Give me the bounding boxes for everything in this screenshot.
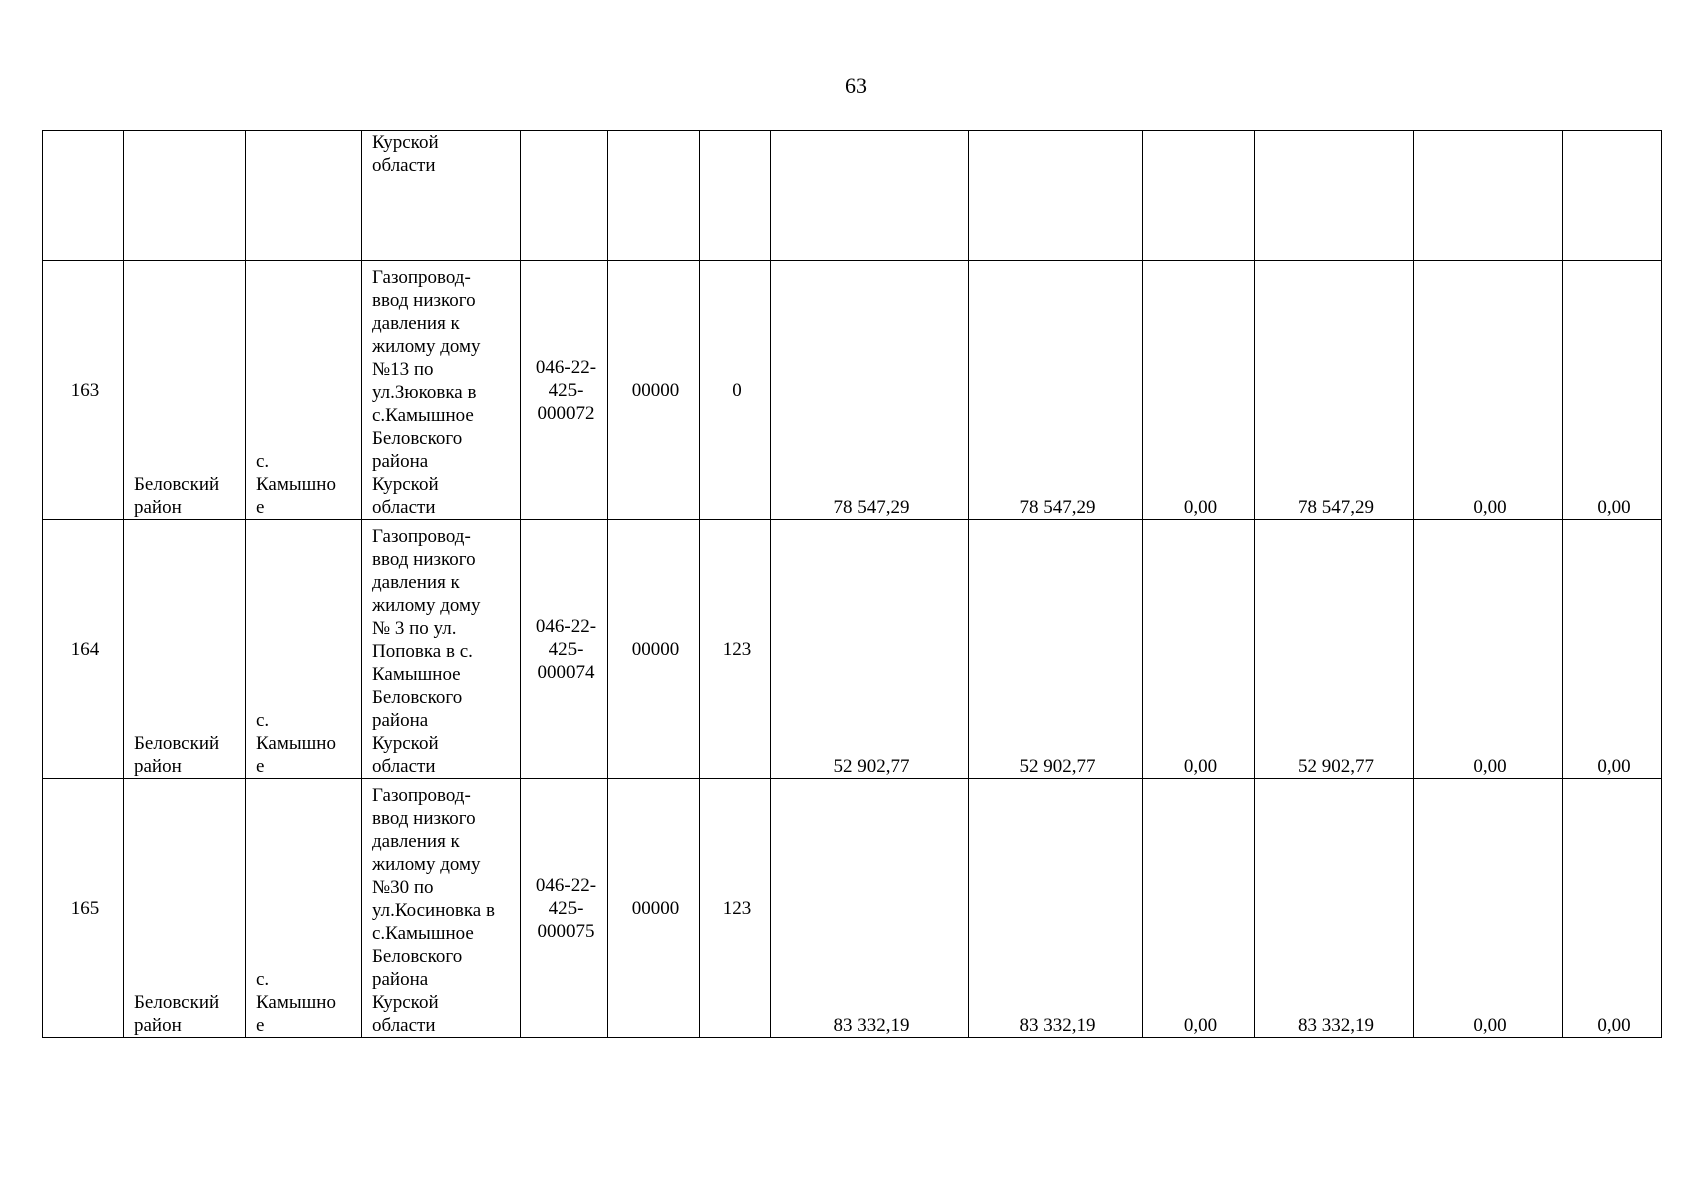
- cell-code: [521, 779, 608, 1038]
- cell-col6: 00000: [608, 779, 700, 1038]
- cell-num: 163: [43, 261, 124, 520]
- cell-object-name: [362, 261, 521, 520]
- cell-col7: 123: [700, 779, 771, 1038]
- cell-settlement: [246, 131, 362, 261]
- table-row: [43, 779, 1662, 1038]
- cell-object-name: [362, 131, 521, 261]
- cell-value-1: 78 547,29: [771, 261, 969, 520]
- cell-value-4: 83 332,19: [1255, 779, 1414, 1038]
- settlement-text: с. Камышно е: [256, 710, 336, 777]
- cell-settlement: [246, 779, 362, 1038]
- cell-settlement: [246, 261, 362, 520]
- code-text: 046-22- 425- 000074: [535, 615, 597, 683]
- cell-settlement: [246, 520, 362, 779]
- code-text: 046-22- 425- 000072: [535, 356, 597, 424]
- cell-value-5: 0,00: [1414, 261, 1563, 520]
- cell-district: [124, 520, 246, 779]
- cell-col7: [700, 131, 771, 261]
- objects-table: [42, 130, 1662, 1038]
- cell-value-3: 0,00: [1143, 261, 1255, 520]
- cell-value-1: [771, 131, 969, 261]
- cell-num: 164: [43, 520, 124, 779]
- cell-value-2: 52 902,77: [969, 520, 1143, 779]
- cell-value-1: 83 332,19: [771, 779, 969, 1038]
- cell-value-2: 83 332,19: [969, 779, 1143, 1038]
- cell-code: [521, 520, 608, 779]
- object-name-text: Газопровод- ввод низкого давления к жилому дому №13 по ул.Зюковка в с.Камышное Беловского района Курской области: [372, 267, 481, 518]
- cell-district: [124, 779, 246, 1038]
- cell-value-5: 0,00: [1414, 779, 1563, 1038]
- cell-district: [124, 261, 246, 520]
- object-name-text: Газопровод- ввод низкого давления к жилому дому № 3 по ул. Поповка в с. Камышное Беловского района Курской области: [372, 526, 481, 777]
- table-row: [43, 520, 1662, 779]
- cell-value-2: 78 547,29: [969, 261, 1143, 520]
- cell-value-6: 0,00: [1563, 520, 1662, 779]
- cell-value-4: 78 547,29: [1255, 261, 1414, 520]
- cell-value-4: [1255, 131, 1414, 261]
- cell-object-name: [362, 779, 521, 1038]
- table-row-continuation: [43, 131, 1662, 261]
- cell-district: [124, 131, 246, 261]
- cell-col6: 00000: [608, 520, 700, 779]
- cell-value-3: 0,00: [1143, 779, 1255, 1038]
- settlement-text: с. Камышно е: [256, 451, 336, 518]
- district-text: Беловский район: [134, 474, 220, 518]
- cell-col7: 123: [700, 520, 771, 779]
- cell-value-6: 0,00: [1563, 779, 1662, 1038]
- cell-object-name: [362, 520, 521, 779]
- cell-value-3: 0,00: [1143, 520, 1255, 779]
- cell-value-3: [1143, 131, 1255, 261]
- cell-col7: 0: [700, 261, 771, 520]
- district-text: Беловский район: [134, 733, 220, 777]
- settlement-text: с. Камышно е: [256, 969, 336, 1036]
- cell-value-5: 0,00: [1414, 520, 1563, 779]
- cell-num: 165: [43, 779, 124, 1038]
- cell-value-5: [1414, 131, 1563, 261]
- cell-code: [521, 261, 608, 520]
- cell-value-6: [1563, 131, 1662, 261]
- cell-value-4: 52 902,77: [1255, 520, 1414, 779]
- cell-col6: 00000: [608, 261, 700, 520]
- cell-value-1: 52 902,77: [771, 520, 969, 779]
- code-text: 046-22- 425- 000075: [535, 874, 597, 942]
- page-number: 63: [845, 73, 867, 98]
- object-name-text: Газопровод- ввод низкого давления к жилому дому №30 по ул.Косиновка в с.Камышное Беловского района Курской области: [372, 785, 495, 1036]
- table-row: [43, 261, 1662, 520]
- cell-num: [43, 131, 124, 261]
- cell-value-6: 0,00: [1563, 261, 1662, 520]
- cell-value-2: [969, 131, 1143, 261]
- cell-col6: [608, 131, 700, 261]
- district-text: Беловский район: [134, 992, 220, 1036]
- cell-code: [521, 131, 608, 261]
- object-name-text: Курской области: [372, 132, 439, 176]
